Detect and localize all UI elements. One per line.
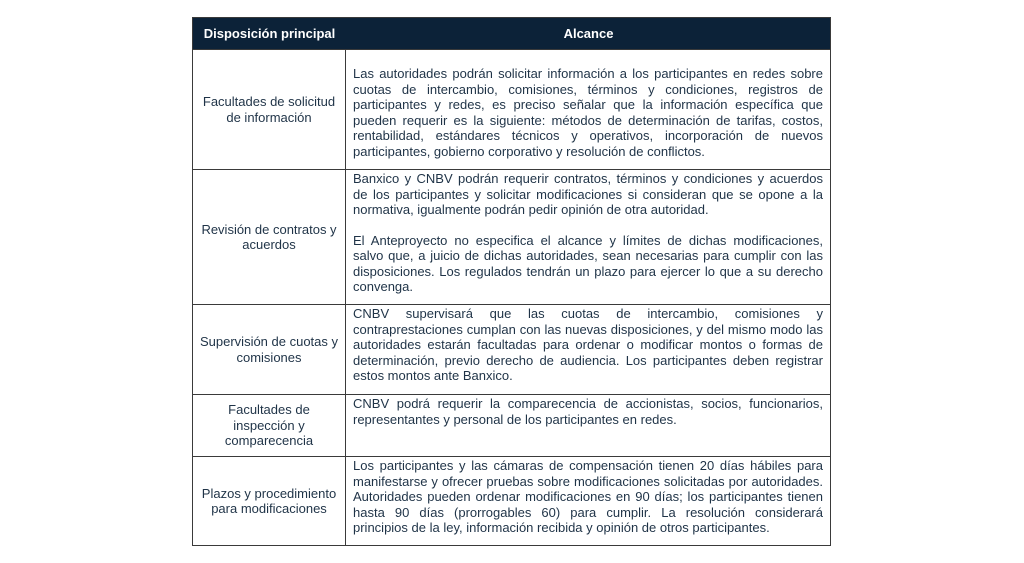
header-alcance: Alcance (563, 26, 614, 41)
provisions-table (192, 17, 831, 546)
row-scope (346, 305, 830, 394)
row-scope (346, 395, 830, 456)
table-row (193, 169, 830, 304)
table-row (193, 456, 830, 545)
table-row (193, 304, 830, 394)
table-row (193, 394, 830, 456)
scope-paragraph: CNBV podrá requerir la comparecencia de accionistas, socios, funcionarios, representantes y personal de los participantes en redes. (353, 396, 823, 427)
table-header (193, 18, 830, 49)
row-label: Supervisión de cuotas y comisiones (193, 305, 346, 394)
scope-paragraph: CNBV supervisará que las cuotas de intercambio, comisiones y contraprestaciones cumplan con las nuevas disposiciones, y del mismo modo las autoridades estarán facultadas para ordenar o modificar montos o formas de determinación, previo derecho de audiencia. Los participantes deben registrar estos montos ante Banxico. (353, 306, 823, 383)
row-label: Revisión de contratos y acuerdos (193, 170, 346, 304)
row-label: Plazos y procedimiento para modificaciones (193, 457, 346, 545)
row-scope (346, 457, 830, 545)
scope-paragraph: El Anteproyecto no especifica el alcance y límites de dichas modificaciones, salvo que, a juicio de dichas autoridades, sean necesarias para cumplir con las disposiciones. Los regulados tendrán un plazo para ejercer lo que a su derecho convenga. (353, 232, 823, 294)
row-label: Facultades de solicitud de información (193, 50, 346, 169)
row-scope (346, 50, 830, 169)
header-disposicion: Disposición principal (193, 18, 347, 49)
row-scope (346, 170, 830, 304)
scope-paragraph: Banxico y CNBV podrán requerir contratos, términos y condiciones y acuerdos de los participantes y solicitar modificaciones si consideran que se opone a la normativa, igualmente podrán pedir opinión de otra autoridad. (353, 171, 823, 217)
row-label: Facultades de inspección y comparecencia (193, 395, 346, 456)
scope-paragraph: Los participantes y las cámaras de compensación tienen 20 días hábiles para manifestarse y ofrecer pruebas sobre modificaciones solicitadas por autoridades. Autoridades pueden ordenar modificaciones en 90 días; los participantes tienen hasta 90 días (prorrogables 60) para cumplir. La resolución considerará principios de la ley, información recibida y opinión de otros participantes. (353, 458, 823, 535)
scope-paragraph: Las autoridades podrán solicitar información a los participantes en redes sobre cuotas de intercambio, comisiones, términos y condiciones, registros de participantes y redes, es preciso señalar que la información específica que pueden requerir es la siguiente: métodos de determinación de tarifas, costos, rentabilidad, estándares técnicos y operativos, incorporación de nuevos participantes, gobierno corporativo y resolución de conflictos. (353, 66, 823, 159)
table-row (193, 49, 830, 169)
